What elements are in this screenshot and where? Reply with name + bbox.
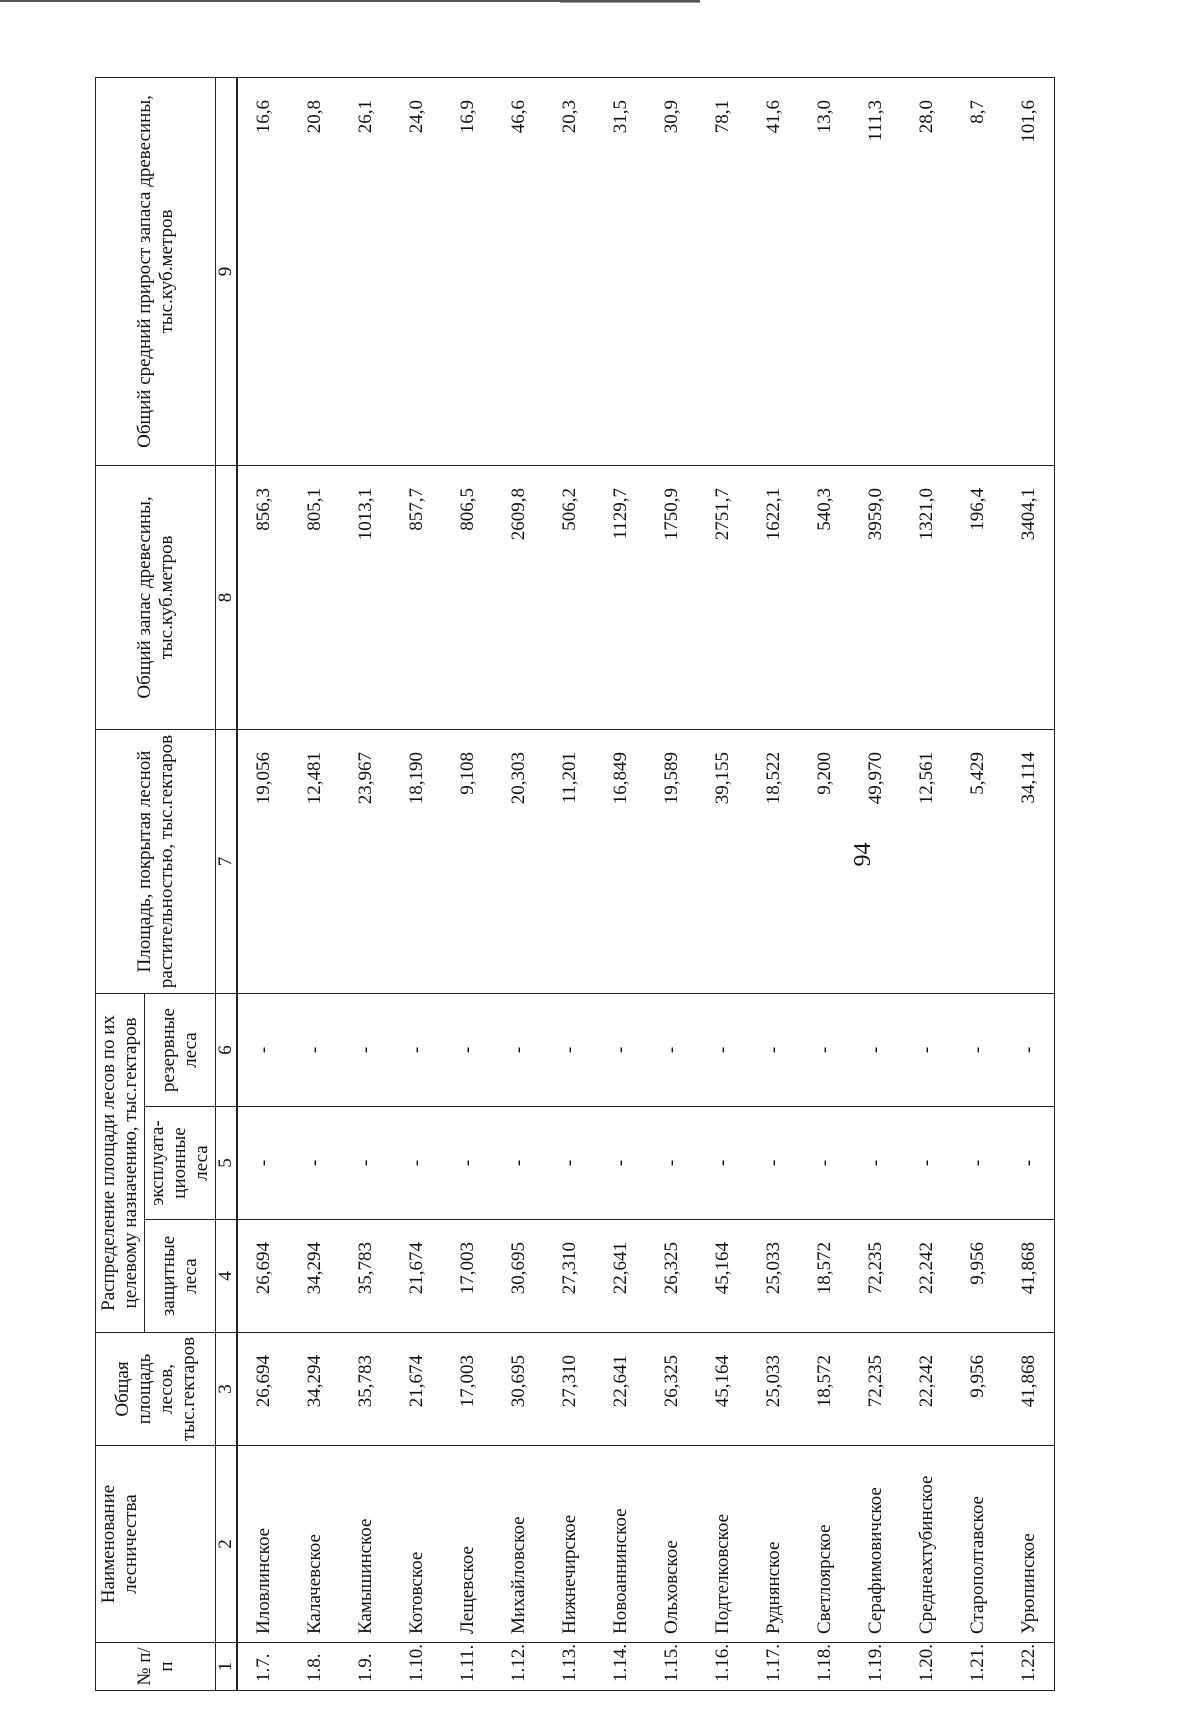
total-area-cell: 41,868 [1003, 1333, 1055, 1446]
covered-area-cell: 5,429 [952, 730, 1003, 994]
header-protective: защитные леса [145, 1220, 216, 1333]
table-row [493, 78, 544, 1691]
stock-growth-cell: 20,8 [289, 78, 340, 466]
exploitation-area-cell: - [799, 1107, 850, 1220]
table-row [1003, 78, 1055, 1691]
reserve-area-cell: - [289, 994, 340, 1107]
wood-stock-cell: 540,3 [799, 466, 850, 730]
covered-area-cell: 9,200 [799, 730, 850, 994]
reserve-area-cell: - [850, 994, 901, 1107]
reserve-area-cell: - [493, 994, 544, 1107]
column-number: 2 [216, 1446, 238, 1643]
exploitation-area-cell: - [289, 1107, 340, 1220]
stock-growth-cell: 46,6 [493, 78, 544, 466]
forestry-name: Иловлинское [237, 1446, 289, 1643]
forestry-name: Нижнечирское [544, 1446, 595, 1643]
column-number: 1 [216, 1643, 238, 1691]
wood-stock-cell: 3959,0 [850, 466, 901, 730]
wood-stock-cell: 196,4 [952, 466, 1003, 730]
table-row [646, 78, 697, 1691]
wood-stock-cell: 3404,1 [1003, 466, 1055, 730]
reserve-area-cell: - [544, 994, 595, 1107]
table-row [442, 78, 493, 1691]
table-row [799, 78, 850, 1691]
covered-area-cell: 39,155 [697, 730, 748, 994]
covered-area-cell: 11,201 [544, 730, 595, 994]
forestry-name: Среднеахтубинское [901, 1446, 952, 1643]
row-number: 1.9. [340, 1643, 391, 1691]
wood-stock-cell: 2609,8 [493, 466, 544, 730]
stock-growth-cell: 78,1 [697, 78, 748, 466]
total-area-cell: 17,003 [442, 1333, 493, 1446]
exploitation-area-cell: - [595, 1107, 646, 1220]
row-number: 1.11. [442, 1643, 493, 1691]
forestry-name: Серафимовичское [850, 1446, 901, 1643]
forestry-name: Михайловское [493, 1446, 544, 1643]
exploitation-area-cell: - [952, 1107, 1003, 1220]
protective-area-cell: 22,641 [595, 1220, 646, 1333]
reserve-area-cell: - [952, 994, 1003, 1107]
reserve-area-cell: - [748, 994, 799, 1107]
exploitation-area-cell: - [1003, 1107, 1055, 1220]
protective-area-cell: 34,294 [289, 1220, 340, 1333]
header-name: Наименование лесничества [96, 1446, 216, 1643]
stock-growth-cell: 31,5 [595, 78, 646, 466]
table-row [901, 78, 952, 1691]
stock-growth-cell: 41,6 [748, 78, 799, 466]
protective-area-cell: 45,164 [697, 1220, 748, 1333]
row-number: 1.10. [391, 1643, 442, 1691]
forestry-name: Ольховское [646, 1446, 697, 1643]
forestry-name: Калачевское [289, 1446, 340, 1643]
forest-table [95, 77, 1055, 1691]
protective-area-cell: 30,695 [493, 1220, 544, 1333]
protective-area-cell: 35,783 [340, 1220, 391, 1333]
header-purpose-group: Распределение площади лесов по их целевому назначению, тыс.гектаров [96, 994, 145, 1333]
exploitation-area-cell: - [544, 1107, 595, 1220]
stock-growth-cell: 101,6 [1003, 78, 1055, 466]
protective-area-cell: 41,868 [1003, 1220, 1055, 1333]
column-number: 4 [216, 1220, 238, 1333]
exploitation-area-cell: - [340, 1107, 391, 1220]
stock-growth-cell: 8,7 [952, 78, 1003, 466]
stock-growth-cell: 16,6 [237, 78, 289, 466]
table-header [96, 78, 238, 1691]
table-body [237, 78, 1055, 1691]
wood-stock-cell: 1129,7 [595, 466, 646, 730]
protective-area-cell: 9,956 [952, 1220, 1003, 1333]
forestry-name: Руднянское [748, 1446, 799, 1643]
covered-area-cell: 12,561 [901, 730, 952, 994]
total-area-cell: 30,695 [493, 1333, 544, 1446]
exploitation-area-cell: - [442, 1107, 493, 1220]
protective-area-cell: 22,242 [901, 1220, 952, 1333]
reserve-area-cell: - [595, 994, 646, 1107]
total-area-cell: 9,956 [952, 1333, 1003, 1446]
row-number: 1.13. [544, 1643, 595, 1691]
row-number: 1.17. [748, 1643, 799, 1691]
table-row [289, 78, 340, 1691]
table-row [697, 78, 748, 1691]
stock-growth-cell: 20,3 [544, 78, 595, 466]
exploitation-area-cell: - [748, 1107, 799, 1220]
row-number: 1.15. [646, 1643, 697, 1691]
covered-area-cell: 19,589 [646, 730, 697, 994]
wood-stock-cell: 805,1 [289, 466, 340, 730]
covered-area-cell: 49,970 [850, 730, 901, 994]
column-number: 8 [216, 466, 238, 730]
total-area-cell: 21,674 [391, 1333, 442, 1446]
row-number: 1.16. [697, 1643, 748, 1691]
total-area-cell: 25,033 [748, 1333, 799, 1446]
stock-growth-cell: 30,9 [646, 78, 697, 466]
wood-stock-cell: 1622,1 [748, 466, 799, 730]
reserve-area-cell: - [646, 994, 697, 1107]
total-area-cell: 18,572 [799, 1333, 850, 1446]
forestry-name: Урюпинское [1003, 1446, 1055, 1643]
column-number: 7 [216, 730, 238, 994]
row-number: 1.8. [289, 1643, 340, 1691]
wood-stock-cell: 1321,0 [901, 466, 952, 730]
table-row [340, 78, 391, 1691]
exploitation-area-cell: - [697, 1107, 748, 1220]
reserve-area-cell: - [901, 994, 952, 1107]
total-area-cell: 22,641 [595, 1333, 646, 1446]
reserve-area-cell: - [340, 994, 391, 1107]
total-area-cell: 72,235 [850, 1333, 901, 1446]
header-covered-area: Площадь, покрытая лесной растительностью, тыс.гектаров [96, 730, 216, 994]
total-area-cell: 45,164 [697, 1333, 748, 1446]
row-number: 1.14. [595, 1643, 646, 1691]
header-total-area: Общая площадь лесов, тыс.гектаров [96, 1333, 216, 1446]
exploitation-area-cell: - [646, 1107, 697, 1220]
wood-stock-cell: 506,2 [544, 466, 595, 730]
reserve-area-cell: - [237, 994, 289, 1107]
forestry-name: Котовское [391, 1446, 442, 1643]
table-row [952, 78, 1003, 1691]
exploitation-area-cell: - [850, 1107, 901, 1220]
header-reserve: резервные леса [145, 994, 216, 1107]
column-numbers-row [216, 78, 238, 1691]
exploitation-area-cell: - [493, 1107, 544, 1220]
row-number: 1.22. [1003, 1643, 1055, 1691]
reserve-area-cell: - [799, 994, 850, 1107]
covered-area-cell: 19,056 [237, 730, 289, 994]
covered-area-cell: 18,190 [391, 730, 442, 994]
protective-area-cell: 26,694 [237, 1220, 289, 1333]
header-wood-stock: Общий запас древесины, тыс.куб.метров [96, 466, 216, 730]
total-area-cell: 35,783 [340, 1333, 391, 1446]
total-area-cell: 26,694 [237, 1333, 289, 1446]
protective-area-cell: 25,033 [748, 1220, 799, 1333]
covered-area-cell: 34,114 [1003, 730, 1055, 994]
wood-stock-cell: 2751,7 [697, 466, 748, 730]
wood-stock-cell: 806,5 [442, 466, 493, 730]
table-row [544, 78, 595, 1691]
row-number: 1.18. [799, 1643, 850, 1691]
forestry-name: Старополтавское [952, 1446, 1003, 1643]
total-area-cell: 26,325 [646, 1333, 697, 1446]
table-row [595, 78, 646, 1691]
protective-area-cell: 72,235 [850, 1220, 901, 1333]
page-number: 94 [850, 842, 876, 867]
table-row [850, 78, 901, 1691]
protective-area-cell: 26,325 [646, 1220, 697, 1333]
stock-growth-cell: 13,0 [799, 78, 850, 466]
total-area-cell: 27,310 [544, 1333, 595, 1446]
wood-stock-cell: 1013,1 [340, 466, 391, 730]
total-area-cell: 34,294 [289, 1333, 340, 1446]
column-number: 9 [216, 78, 238, 466]
column-number: 5 [216, 1107, 238, 1220]
protective-area-cell: 27,310 [544, 1220, 595, 1333]
reserve-area-cell: - [1003, 994, 1055, 1107]
table-row [391, 78, 442, 1691]
total-area-cell: 22,242 [901, 1333, 952, 1446]
column-number: 6 [216, 994, 238, 1107]
stock-growth-cell: 28,0 [901, 78, 952, 466]
forestry-name: Лещевское [442, 1446, 493, 1643]
table-row [748, 78, 799, 1691]
exploitation-area-cell: - [237, 1107, 289, 1220]
wood-stock-cell: 856,3 [237, 466, 289, 730]
covered-area-cell: 18,522 [748, 730, 799, 994]
table-row [237, 78, 289, 1691]
covered-area-cell: 12,481 [289, 730, 340, 994]
reserve-area-cell: - [442, 994, 493, 1107]
stock-growth-cell: 24,0 [391, 78, 442, 466]
row-number: 1.21. [952, 1643, 1003, 1691]
wood-stock-cell: 1750,9 [646, 466, 697, 730]
wood-stock-cell: 857,7 [391, 466, 442, 730]
header-exploitation: эксплуата-ционные леса [145, 1107, 216, 1220]
exploitation-area-cell: - [901, 1107, 952, 1220]
header-stock-growth: Общий средний прирост запаса древесины, тыс.куб.метров [96, 78, 216, 466]
reserve-area-cell: - [391, 994, 442, 1107]
row-number: 1.19. [850, 1643, 901, 1691]
covered-area-cell: 16,849 [595, 730, 646, 994]
row-number: 1.7. [237, 1643, 289, 1691]
forestry-name: Новоаннинское [595, 1446, 646, 1643]
row-number: 1.12. [493, 1643, 544, 1691]
header-number: № п/п [96, 1643, 216, 1691]
covered-area-cell: 9,108 [442, 730, 493, 994]
row-number: 1.20. [901, 1643, 952, 1691]
covered-area-cell: 20,303 [493, 730, 544, 994]
protective-area-cell: 18,572 [799, 1220, 850, 1333]
forestry-name: Подтелковское [697, 1446, 748, 1643]
forestry-name: Камышинское [340, 1446, 391, 1643]
protective-area-cell: 21,674 [391, 1220, 442, 1333]
forestry-name: Светлоярское [799, 1446, 850, 1643]
exploitation-area-cell: - [391, 1107, 442, 1220]
stock-growth-cell: 111,3 [850, 78, 901, 466]
column-number: 3 [216, 1333, 238, 1446]
protective-area-cell: 17,003 [442, 1220, 493, 1333]
stock-growth-cell: 26,1 [340, 78, 391, 466]
covered-area-cell: 23,967 [340, 730, 391, 994]
stock-growth-cell: 16,9 [442, 78, 493, 466]
reserve-area-cell: - [697, 994, 748, 1107]
